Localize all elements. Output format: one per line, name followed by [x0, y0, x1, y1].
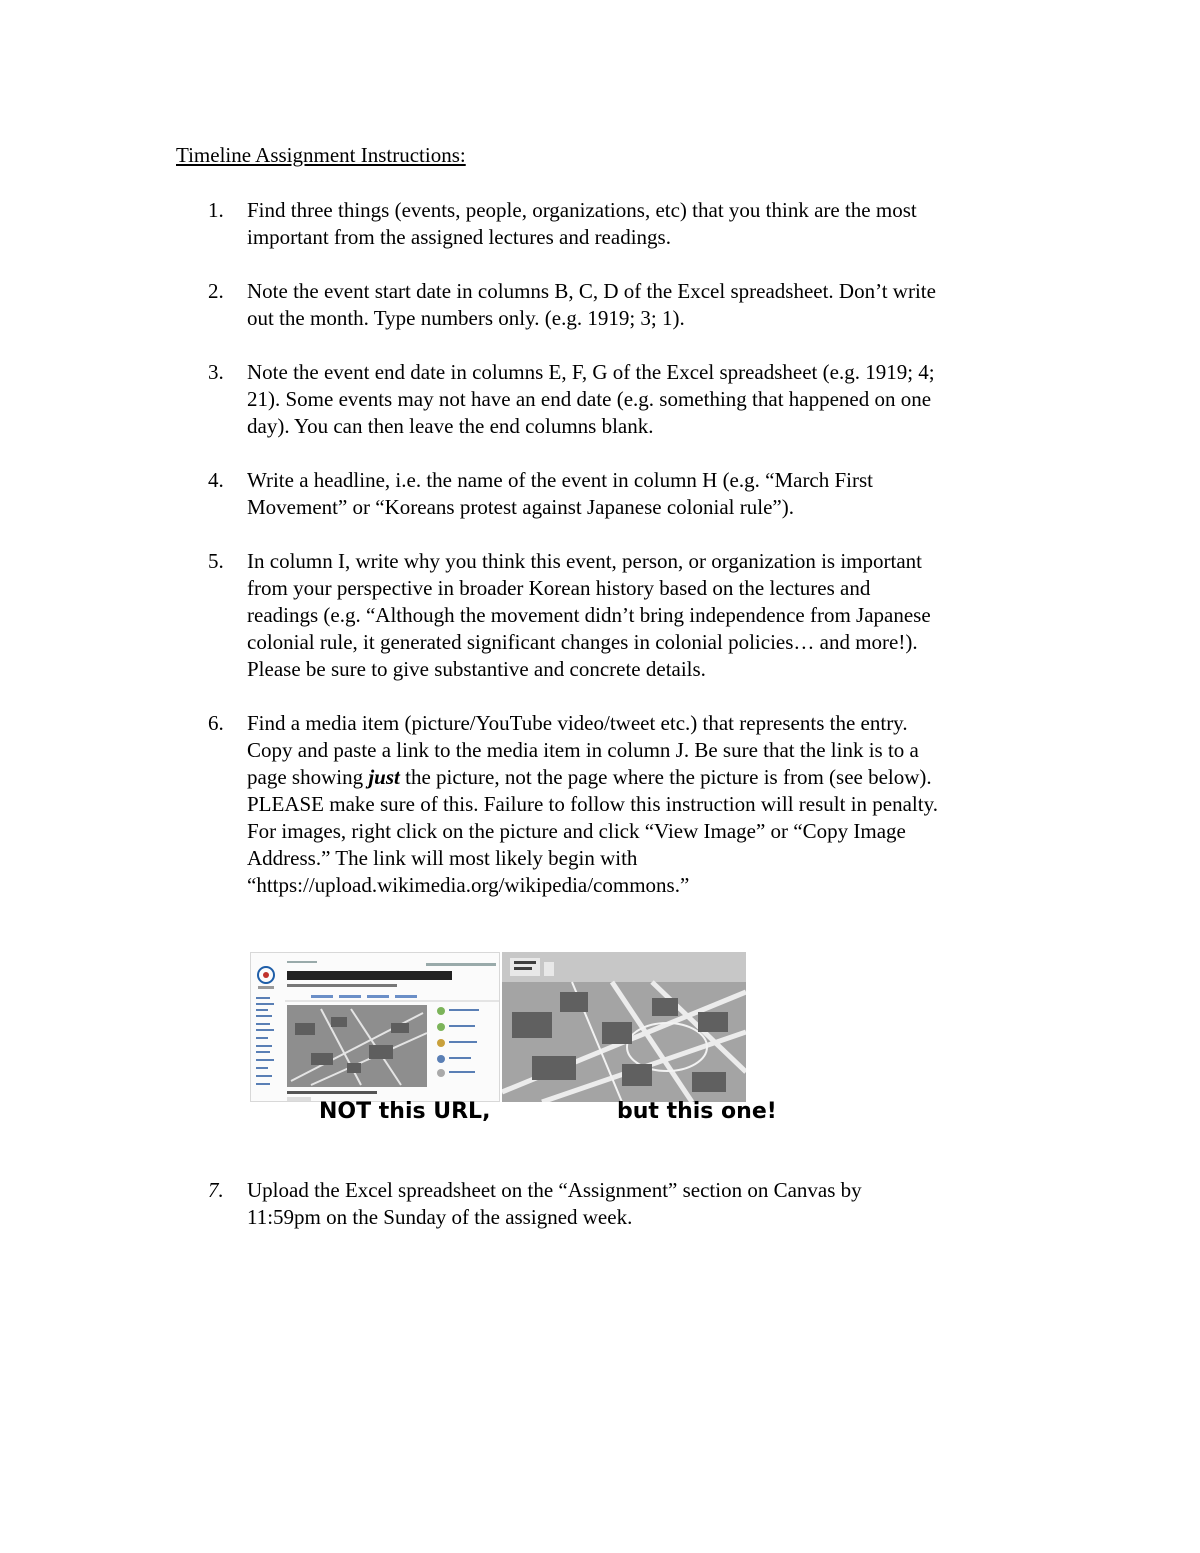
caption-but-this-one: but this one! [617, 1099, 777, 1124]
page-title: Timeline Assignment Instructions: [176, 143, 466, 167]
item-line: colonial rule, it generated significant changes in colonial policies… and more!). [247, 630, 918, 654]
list-item-2 [208, 278, 1038, 332]
commons-page-screenshot [250, 952, 500, 1102]
item-line: PLEASE make sure of this. Failure to follow this instruction will result in penalty. [247, 792, 938, 816]
item-line: Please be sure to give substantive and concrete details. [247, 657, 706, 681]
item-line: from your perspective in broader Korean history based on the lectures and [247, 576, 871, 600]
item-line: In column I, write why you think this event, person, or organization is important [247, 549, 922, 573]
list-item-7 [208, 1177, 1038, 1231]
item-line: For images, right click on the picture and click “View Image” or “Copy Image [247, 819, 906, 843]
item-line: “https://upload.wikimedia.org/wikipedia/commons.” [247, 873, 690, 897]
item-number: 4. [208, 468, 224, 492]
item-line: Find a media item (picture/YouTube video/tweet etc.) that represents the entry. [247, 711, 908, 735]
list-item-1 [208, 197, 1038, 251]
item-line [247, 764, 1038, 791]
item-line: Note the event start date in columns B, C, D of the Excel spreadsheet. Don’t write [247, 279, 936, 303]
item-line: day). You can then leave the end columns blank. [247, 414, 654, 438]
list-item-4 [208, 467, 1038, 521]
item-line: Address.” The link will most likely begin with [247, 846, 638, 870]
example-figure [250, 952, 746, 1102]
item-line: Movement” or “Koreans protest against Japanese colonial rule”). [247, 495, 794, 519]
list-item-5 [208, 548, 1038, 683]
item-line: readings (e.g. “Although the movement didn’t bring independence from Japanese [247, 603, 931, 627]
item-line: 21). Some events may not have an end date (e.g. something that happened on one [247, 387, 932, 411]
item-number: 1. [208, 198, 224, 222]
item-number: 7. [208, 1178, 224, 1202]
emphasis-just: just [368, 765, 400, 789]
item-line: 11:59pm on the Sunday of the assigned week. [247, 1205, 633, 1229]
item-line-part: the picture, not the page where the picture is from (see below). [399, 765, 932, 789]
item-line: out the month. Type numbers only. (e.g. 1919; 3; 1). [247, 306, 685, 330]
item-line: Find three things (events, people, organizations, etc) that you think are the most [247, 198, 917, 222]
item-line: Upload the Excel spreadsheet on the “Assignment” section on Canvas by [247, 1178, 862, 1202]
direct-image-screenshot [502, 952, 746, 1102]
caption-not-this-url: NOT this URL, [319, 1099, 491, 1124]
item-line: important from the assigned lectures and readings. [247, 225, 671, 249]
item-number: 3. [208, 360, 224, 384]
item-number: 5. [208, 549, 224, 573]
item-number: 2. [208, 279, 224, 303]
item-line: Copy and paste a link to the media item in column J. Be sure that the link is to a [247, 738, 919, 762]
item-number: 6. [208, 711, 224, 735]
item-line: Write a headline, i.e. the name of the event in column H (e.g. “March First [247, 468, 874, 492]
item-line: Note the event end date in columns E, F, G of the Excel spreadsheet (e.g. 1919; 4; [247, 360, 935, 384]
list-item-3 [208, 359, 1038, 440]
item-line-part: page showing [247, 765, 369, 789]
list-item-6 [208, 710, 1038, 899]
